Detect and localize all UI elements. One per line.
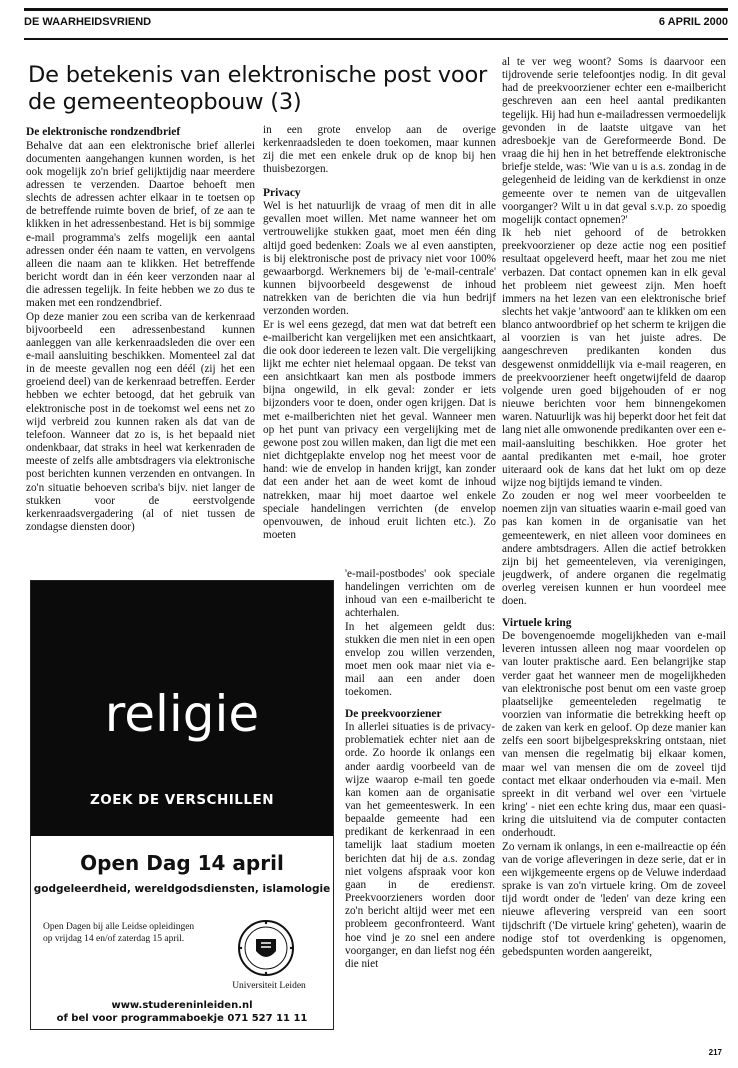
subheading-rondzendbrief: De elektronische rondzendbrief — [26, 126, 181, 138]
top-rule — [24, 8, 728, 11]
issue-date: 6 APRIL 2000 — [658, 16, 728, 28]
subheading-privacy: Privacy — [263, 186, 301, 199]
paragraph: Zo vernam ik onlangs, in een e-mailreactie op één van de vorige afleveringen in deze serie, dat er in een wijkgemeente ergens op de Veluwe inderdaad sprake is van zo'n virtuele kring. Om de zoveel tijd wordt onder de 'leden' van deze kring een nieuwe aflevering verspreid van een soort tijdschrift ('De virtuele kring' geheten), waarin de nodige stof tot overdenking is opgenomen, gebedspunten worden aangereikt, — [502, 840, 726, 958]
paragraph: Op deze manier zou een scriba van de kerkenraad bijvoorbeeld een adressenbestand kunnen aanleggen van alle kerkenraadsleden die over een e-mail aansluiting beschikken. Momenteel zal dat in de meeste gevallen nog een déél (zij het een groeiend deel) van de kerkenraad betreffen. Eerder hebben we echter betoogd, dat het gebruik van elektronische post in de toekomst wel eens net zo wijd verbreid zou kunnen raken als dat van de telefoon. Wanneer dat zo is, is het bepaald niet ondenkbaar, dat straks in heel wat kerkenraden de meeste of zelfs alle ambtsdragers via elektronische post berichten kunnen verzenden en ontvangen. In zo'n situatie behoeven scriba's bijv. niet langer de stukken voor de eerstvolgende kerkenraadsvergadering (al of niet tussen de zondagse diensten door) — [26, 310, 255, 534]
ad-headline: religie — [104, 685, 260, 743]
ad-university-name: Universiteit Leiden — [232, 981, 306, 991]
advertisement-leiden — [30, 580, 334, 1030]
ad-note: Open Dagen bij alle Leidse opleidingen op vrijdag 14 en/of zaterdag 15 april. — [43, 922, 195, 944]
running-header — [24, 16, 728, 40]
ad-black-panel — [31, 581, 333, 836]
ad-contact — [31, 999, 333, 1025]
ad-subjects: godgeleerdheid, wereldgodsdiensten, islamologie — [33, 883, 331, 895]
column-2-top — [263, 124, 496, 564]
publication-name: DE WAARHEIDSVRIEND — [24, 16, 152, 28]
ad-tagline: ZOEK DE VERSCHILLEN — [89, 792, 275, 808]
column-3 — [502, 56, 726, 1046]
column-2-bottom — [345, 568, 495, 1048]
university-seal-icon — [237, 919, 295, 977]
ad-url[interactable]: www.studereninleiden.nl — [111, 1000, 253, 1011]
paragraph: al te ver weg woont? Soms is daarvoor een tijdrovende serie telefoontjes nodig. In dit geval had de preekvoorziener echter een e-mailbericht geschreven aan een heel aantal predikanten tegelijk. Hij had hun e-mailadressen vermoedelijk gevonden in de laatste uitgave van het adresboekje van de Gereformeerde Bond. De vraag die hij hen in het betreffende elektronische briefje stelde, was: 'Wie van u is a.s. zondag in de gelegenheid de leiding van de kerkdienst in onze gemeente over te nemen van de uitgevallen voorganger? Wilt u in dat geval s.v.p. zo spoedig mogelijk contact opnemen?' — [502, 56, 726, 226]
paragraph: In het algemeen geldt dus: stukken die men niet in een open envelop zou willen verzenden, moet men ook maar niet via e-mail aan een ander doen toekomen. — [345, 620, 495, 699]
paragraph: Zo zouden er nog wel meer voorbeelden te noemen zijn van situaties waarin e-mail goed van pas kan komen in de organisatie van het gemeentewerk, en niet alleen voor dominees en andere ambtsdragers. Allen die actief betrokken zijn bij het gemeenteleven, via verenigingen, jeugdwerk, of andere organen die regelmatig overleg vereisen kunnen er hun voordeel mee doen. — [502, 490, 726, 608]
page-number: 217 — [708, 1048, 722, 1057]
paragraph: Ik heb niet gehoord of de betrokken preekvoorziener op deze actie nog een positief resultaat opgeleverd heeft, maar het zou me niet verbazen. Dat contact opnemen kan in elk geval het probleem niet geweest zijn. Men hoeft immers na het lezen van een elektronische brief slechts het vakje 'antwoord' aan te klikken om een blanco antwoordbrief op het scherm te krijgen die al voorzien is van het juiste adres. De aangeschreven predikanten konden dus desgewenst onmiddellijk via e-mail reageren, en de preekvoorziener heeft ongetwijfeld de daarop volgende uren goed bijgehouden of er nog nieuwe berichten voor hem binnengekomen waren. Natuurlijk was hij beperkt door het feit dat lang niet alle omwonende predikanten over een e-mail-aansluiting beschikken. Hoe groter het aantal predikanten met e-mail, hoe groter uiteraard ook de kans dat het lukt om op deze wijze nog bijtijds iemand te vinden. — [502, 227, 726, 489]
subheading-virtuele-kring: Virtuele kring — [502, 616, 572, 629]
paragraph: De bovengenoemde mogelijkheden van e-mail leveren intussen alleen nog maar voordelen op van louter praktische aard. Een belangrijke stap verder gaat het wanneer men de mogelijkheden van elektronische post benut om een vaste groep plaatselijke gemeenteleden regelmatig te voorzien van informatie die betrekking heeft op de zaken van kerk en geloof. Op deze manier kan zelfs een soort bijbelgesprekskring ontstaan, niet van mensen die regelmatig bij elkaar komen, maar wel van mensen die om de zoveel tijd contact met elkaar onderhouden via e-mail. Men spreekt in dit verband wel over een 'virtuele kring' - niet een echte kring dus, maar een quasi-kring die uitsluitend via de computer contacten onderhoudt. — [502, 630, 726, 840]
paragraph: Wel is het natuurlijk de vraag of men dit in alle gevallen moet willen. Met name wanneer het om vertrouwelijke stukken gaat, moet men één ding altijd goed bedenken: Zoals we al even aanstipten, is bij elektronische post de privacy niet voor 100% gewaarborgd. Werknemers bij de 'e-mail-centrale' kunnen bijvoorbeeld desgewenst de inhoud natrekken van de berichten die via hun bedrijf verzonden worden. — [263, 200, 496, 318]
ad-phone: of bel voor programmaboekje 071 527 11 11 — [56, 1013, 308, 1024]
paragraph: Behalve dat aan een elektronische brief allerlei documenten aangehangen kunnen worden, is het ook mogelijk zo'n brief gelijktijdig naar meerdere adressen te verzenden. Daartoe behoeft men slechts de adressen achter elkaar in te toetsen op de betreffende ruimte boven de brief, of ze aan te klikken in het adressenbestand. Het is bij sommige e-mail programma's zelfs mogelijk een aantal adressen onder één naam te vatten, en vervolgens alleen die naam aan te klikken. Het betreffende bericht wordt dan in één keer verzonden naar al die adressen tegelijk. In feite hebben we zo dus te maken met een rondzendbrief. — [26, 139, 255, 310]
subheading-preekvoorziener: De preekvoorziener — [345, 707, 442, 720]
ad-open-day: Open Dag 14 april — [80, 851, 284, 875]
column-1 — [26, 124, 255, 584]
paragraph: in een grote envelop aan de overige kerkenraadsleden te doen toekomen, maar kunnen zij die met een enkele druk op de knop bij hen thuisbezorgen. — [263, 124, 496, 176]
paragraph: 'e-mail-postbodes' ook speciale handelingen verrichten om de inhoud van een e-mailbericht te achterhalen. — [345, 568, 495, 620]
article-title: De betekenis van elektronische post voor de gemeenteopbouw (3) — [28, 62, 488, 115]
paragraph: In allerlei situaties is de privacy-problematiek echter niet aan de orde. Zo hoorde ik onlangs een ander aardig voorbeeld van de wijze waarop e-mail ten goede kan komen aan de organisatie van het gemeenteswerk. In een bepaalde gemeente had een predikant de kerkenraad in een tamelijk laat stadium moeten berichten dat hij de a.s. zondag niet volgens afspraak voor kon gaan in de erediensт. Preekvoorzieners worden door zo'n bericht altijd weer met een probleem geconfronteerd. Want hoe vind je zo snel een andere voorganger, en dan liefst nog één die niet — [345, 721, 495, 970]
paragraph: Er is wel eens gezegd, dat men wat dat betreft een e-mailbericht kan vergelijken met een ansichtkaart, die ook door iedereen te lezen valt. Die vergelijking lijkt me echter niet helemaal opgaan. De tekst van een ansichtkaart kan men als postbode immers bijna ongewild, in elk geval: zonder er iets bijzonders voor te doen, onder ogen krijgen. Dat is met e-mailberichten niet het geval. Wanneer men op het punt van privacy een vergelijking met de gewone post zou willen maken, dan ligt die met een niet dichtgeplakte envelop nog het meest voor de hand: wie de envelop in handen krijgt, kan zonder dat een ander het aan de weet komt de inhoud natrekken, maar hij moet daartoe wel enkele speciale handelingen verrichten (de envelop openvouwen, de inhoud eruit lichten etc.). Zo moeten — [263, 318, 496, 542]
